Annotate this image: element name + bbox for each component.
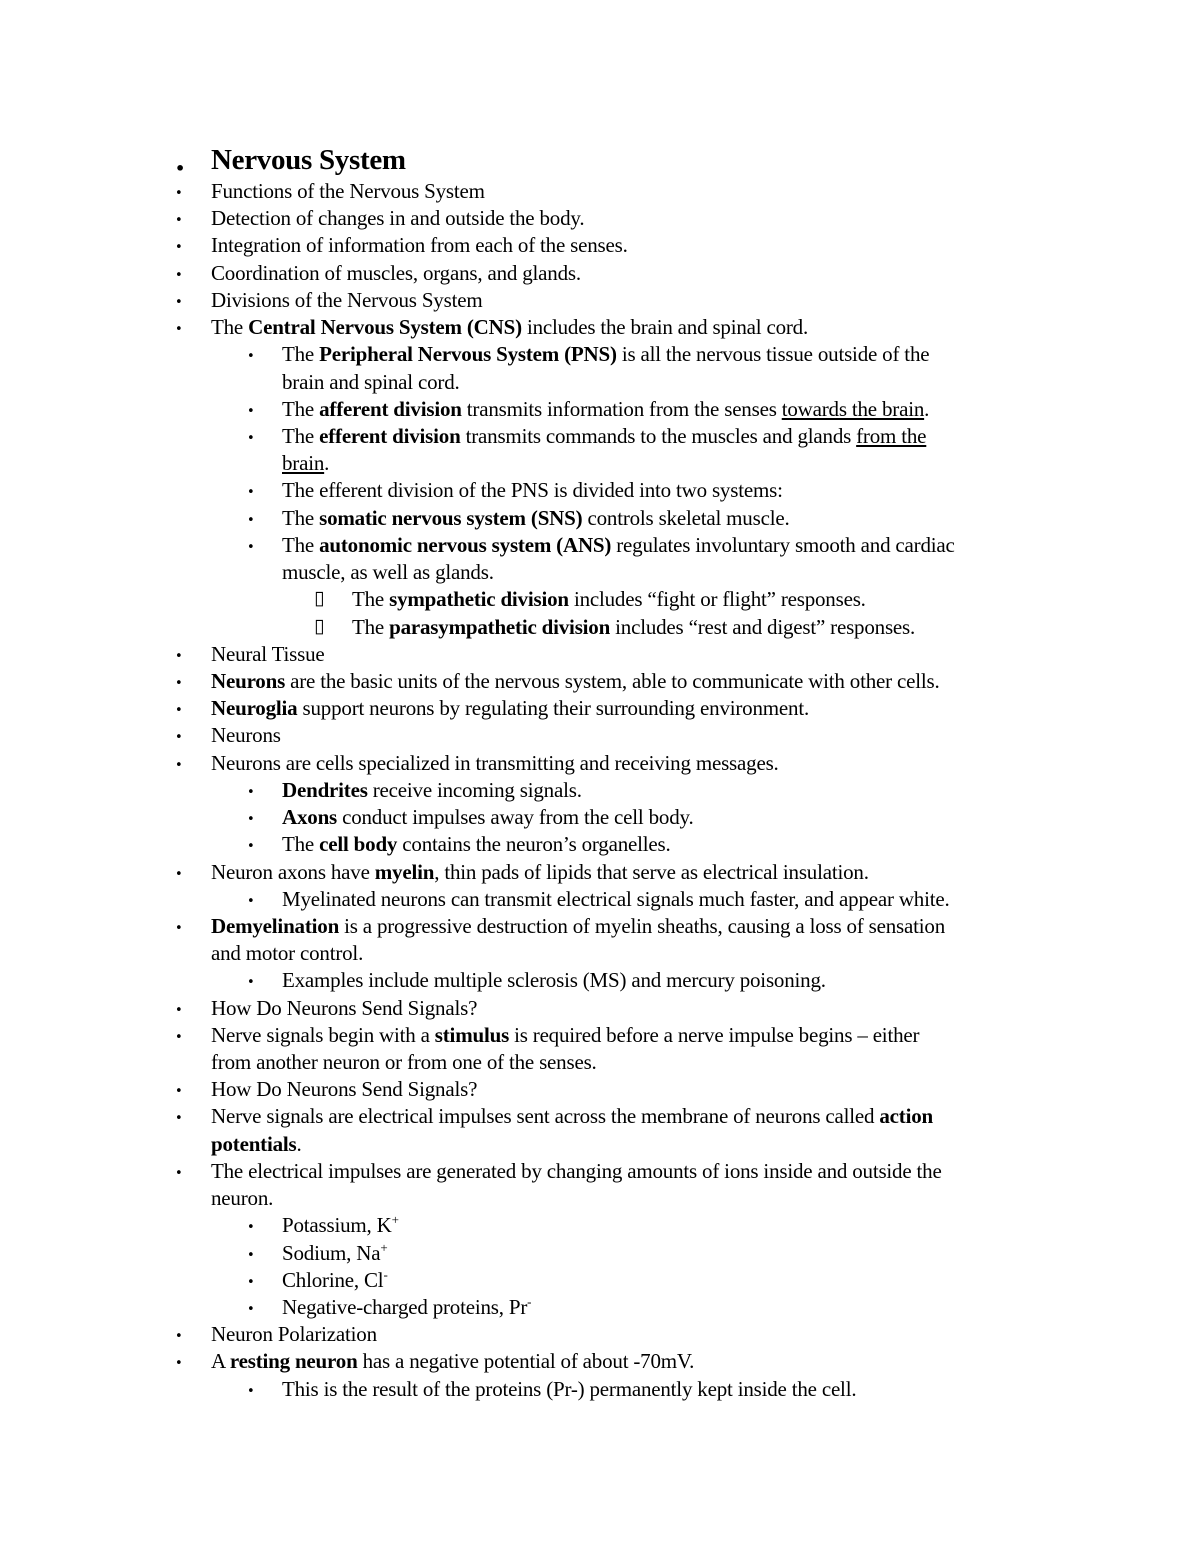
text-run: Neural Tissue — [211, 641, 325, 666]
text-run: How Do Neurons Send Signals? — [211, 1077, 478, 1102]
text-run: Negative-charged proteins, Pr — [282, 1295, 528, 1320]
text-run: Divisions of the Nervous System — [211, 287, 483, 312]
bullet-icon: • — [175, 186, 183, 201]
text-run: The — [282, 832, 320, 857]
bullet-icon: • — [175, 703, 183, 719]
list-item-text — [282, 477, 783, 504]
bullet-icon: • — [247, 539, 255, 555]
text-run: is a progressive destruction of myelin sheaths, causing a loss of sensation — [339, 913, 945, 938]
bold-term: action — [879, 1104, 934, 1129]
list-item-text — [282, 886, 950, 913]
bullet-icon: • — [175, 648, 183, 664]
text-run: transmits commands to the muscles and glands — [460, 423, 857, 448]
list-item-text — [211, 205, 584, 232]
list-item-text — [211, 668, 940, 695]
bullet-icon: • — [175, 1329, 183, 1345]
text-run: from another neuron or from one of the senses. — [211, 1050, 597, 1075]
bullet-icon: • — [247, 1274, 255, 1290]
bullet-icon: • — [247, 1220, 255, 1236]
bold-term: parasympathetic division — [389, 614, 611, 639]
text-run: The electrical impulses are generated by changing amounts of ions inside and outside the — [211, 1158, 942, 1183]
bold-term: Demyelination — [211, 913, 340, 938]
list-item-text — [282, 777, 582, 804]
bold-term: Axons — [282, 805, 338, 830]
superscript: - — [383, 1266, 388, 1282]
list-item-text — [211, 995, 477, 1022]
list-item-text — [282, 1294, 531, 1321]
text-run: Integration of information from each of the senses. — [211, 233, 628, 258]
bold-term: Neuroglia — [211, 696, 298, 721]
text-run: includes the brain and spinal cord. — [521, 315, 809, 340]
text-run: Neurons are cells specialized in transmitting and receiving messages. — [211, 750, 779, 775]
list-item-text — [211, 1158, 942, 1185]
list-item-text — [211, 314, 808, 341]
text-run: includes “rest and digest” responses. — [610, 614, 916, 639]
bullet-icon: • — [175, 267, 183, 283]
square-bullet-icon: ▯ — [314, 587, 325, 610]
text-run: The — [352, 587, 390, 612]
text-run: The — [282, 423, 320, 448]
bold-term: cell body — [319, 832, 398, 857]
text-run: , thin pads of lipids that serve as electrical insulation. — [434, 859, 869, 884]
text-run: . — [924, 396, 930, 421]
bold-term: resting neuron — [229, 1349, 358, 1374]
text-run: The — [282, 505, 320, 530]
bullet-icon: • — [247, 1383, 255, 1399]
text-run: Nerve signals are electrical impulses sent across the membrane of neurons called — [211, 1104, 880, 1129]
bullet-icon: • — [247, 893, 255, 909]
bullet-icon: • — [175, 294, 183, 310]
list-item-text — [211, 287, 482, 314]
list-item-text — [352, 586, 866, 613]
text-run: Nerve signals begin with a — [211, 1022, 435, 1047]
bullet-icon: • — [247, 784, 255, 800]
list-item-text — [211, 940, 363, 967]
text-run: . — [296, 1131, 302, 1156]
text-run: The — [352, 614, 390, 639]
text-run: Coordination of muscles, organs, and glands. — [211, 260, 581, 285]
list-item-text — [211, 722, 281, 749]
bold-term: afferent division — [319, 396, 462, 421]
list-item-text — [282, 831, 671, 858]
bullet-icon: • — [175, 675, 183, 691]
list-item-text — [211, 232, 628, 259]
text-run: The — [282, 532, 320, 557]
list-item-text — [282, 1212, 399, 1239]
bullet-icon: • — [175, 730, 183, 746]
text-run: Detection of changes in and outside the body. — [211, 206, 585, 231]
bullet-icon: • — [175, 213, 183, 229]
bullet-icon: • — [175, 920, 183, 936]
list-item-text — [352, 614, 915, 641]
list-item-text — [211, 750, 779, 777]
list-item-text — [282, 967, 826, 994]
text-run: This is the result of the proteins (Pr-) permanently kept inside the cell. — [282, 1376, 857, 1401]
bold-term: Central Nervous System (CNS) — [248, 315, 522, 340]
text-run: regulates involuntary smooth and cardiac — [611, 532, 955, 557]
text-run: Potassium, K — [282, 1213, 392, 1238]
bullet-icon: • — [175, 1356, 183, 1372]
text-run: neuron. — [211, 1186, 274, 1211]
list-item-text — [211, 1185, 273, 1212]
list-item-text — [211, 260, 581, 287]
underlined-text: from the — [856, 423, 927, 448]
text-run: The — [282, 396, 320, 421]
text-run: Neuron axons have — [211, 859, 375, 884]
text-run: transmits information from the senses — [461, 396, 782, 421]
bullet-icon: • — [175, 240, 183, 256]
text-run: The — [211, 315, 249, 340]
list-item-text — [282, 532, 955, 559]
bullet-icon: • — [175, 1002, 183, 1018]
bullet-icon: • — [247, 512, 255, 528]
text-run: How Do Neurons Send Signals? — [211, 995, 478, 1020]
list-item-text — [282, 1376, 856, 1403]
text-run: contains the neuron’s organelles. — [397, 832, 671, 857]
text-run: Neurons — [211, 723, 281, 748]
text-run: receive incoming signals. — [367, 777, 582, 802]
text-run: includes “fight or flight” responses. — [568, 587, 866, 612]
bullet-icon: • — [247, 1302, 255, 1318]
superscript: + — [380, 1239, 388, 1255]
bullet-icon: • — [175, 1029, 183, 1045]
text-run: controls skeletal muscle. — [582, 505, 790, 530]
list-item-text — [211, 1348, 694, 1375]
bold-term: autonomic nervous system (ANS) — [319, 532, 612, 557]
bullet-icon: • — [175, 757, 183, 773]
text-run: The efferent division of the PNS is divided into two systems: — [282, 478, 783, 503]
list-item-text — [211, 641, 325, 668]
underlined-text: towards the brain — [781, 396, 925, 421]
text-run: Functions of the Nervous System — [211, 179, 485, 203]
bold-term: efferent division — [319, 423, 461, 448]
text-run: muscle, as well as glands. — [282, 560, 494, 585]
text-run: support neurons by regulating their surrounding environment. — [297, 696, 810, 721]
list-item-text — [282, 559, 494, 586]
text-run: is required before a nerve impulse begins – either — [509, 1022, 920, 1047]
bullet-icon: • — [175, 1084, 183, 1100]
document-title: Nervous System — [211, 144, 406, 176]
list-item-text — [211, 859, 869, 886]
bold-term: stimulus — [434, 1022, 510, 1047]
bullet-icon: • — [175, 322, 183, 338]
bold-term: potentials — [211, 1131, 297, 1156]
superscript: + — [391, 1212, 399, 1228]
list-item-text — [282, 1267, 388, 1294]
bullet-icon: • — [247, 403, 255, 419]
list-item-text — [211, 1321, 377, 1348]
text-run: Myelinated neurons can transmit electrical signals much faster, and appear white. — [282, 886, 950, 911]
list-item-text — [282, 1240, 387, 1267]
list-item-text — [211, 1103, 933, 1130]
bullet-icon: • — [247, 975, 255, 991]
bullet-icon: • — [247, 430, 255, 446]
list-item-text — [282, 505, 790, 532]
bullet-icon: • — [175, 159, 185, 178]
text-run: is all the nervous tissue outside of the — [616, 342, 930, 367]
bold-term: Neurons — [211, 668, 286, 693]
list-item-text — [211, 913, 945, 940]
underlined-text: brain — [282, 451, 325, 476]
bullet-icon: • — [247, 485, 255, 501]
text-run: . — [324, 451, 330, 476]
text-run: Examples include multiple sclerosis (MS) and mercury poisoning. — [282, 968, 826, 993]
bullet-icon: • — [247, 812, 255, 828]
superscript: - — [527, 1294, 532, 1310]
text-run: A — [211, 1349, 230, 1374]
bullet-icon: • — [247, 1247, 255, 1263]
list-item-text — [211, 1076, 477, 1103]
text-run: The — [282, 342, 320, 367]
bullet-icon: • — [175, 866, 183, 882]
bullet-icon: • — [247, 839, 255, 855]
bullet-icon: • — [175, 1111, 183, 1127]
list-item-text — [282, 341, 929, 368]
text-run: conduct impulses away from the cell body. — [337, 805, 694, 830]
bold-term: Dendrites — [282, 777, 368, 802]
list-item-text — [282, 423, 926, 450]
list-item-text — [282, 450, 329, 477]
text-run: Sodium, Na — [282, 1240, 381, 1265]
list-item-text — [211, 178, 485, 205]
list-item-text — [282, 369, 460, 396]
list-item-text — [211, 1049, 597, 1076]
bold-term: sympathetic division — [389, 587, 569, 612]
text-run: Neuron Polarization — [211, 1322, 377, 1347]
text-run: and motor control. — [211, 941, 364, 966]
bullet-icon: • — [247, 349, 255, 365]
list-item-text — [282, 396, 929, 423]
list-item-text — [211, 695, 809, 722]
list-item-text — [282, 804, 694, 831]
text-run: are the basic units of the nervous system, able to communicate with other cells. — [285, 668, 940, 693]
list-item-text — [211, 1022, 919, 1049]
bold-term: Peripheral Nervous System (PNS) — [319, 342, 617, 367]
text-run: Chlorine, Cl — [282, 1267, 384, 1292]
square-bullet-icon: ▯ — [314, 614, 325, 637]
bold-term: myelin — [374, 859, 435, 884]
list-item-text — [211, 1131, 302, 1158]
bullet-icon: • — [175, 1165, 183, 1181]
bold-term: somatic nervous system (SNS) — [319, 505, 583, 530]
text-run: has a negative potential of about -70mV. — [357, 1349, 695, 1374]
text-run: brain and spinal cord. — [282, 369, 460, 394]
